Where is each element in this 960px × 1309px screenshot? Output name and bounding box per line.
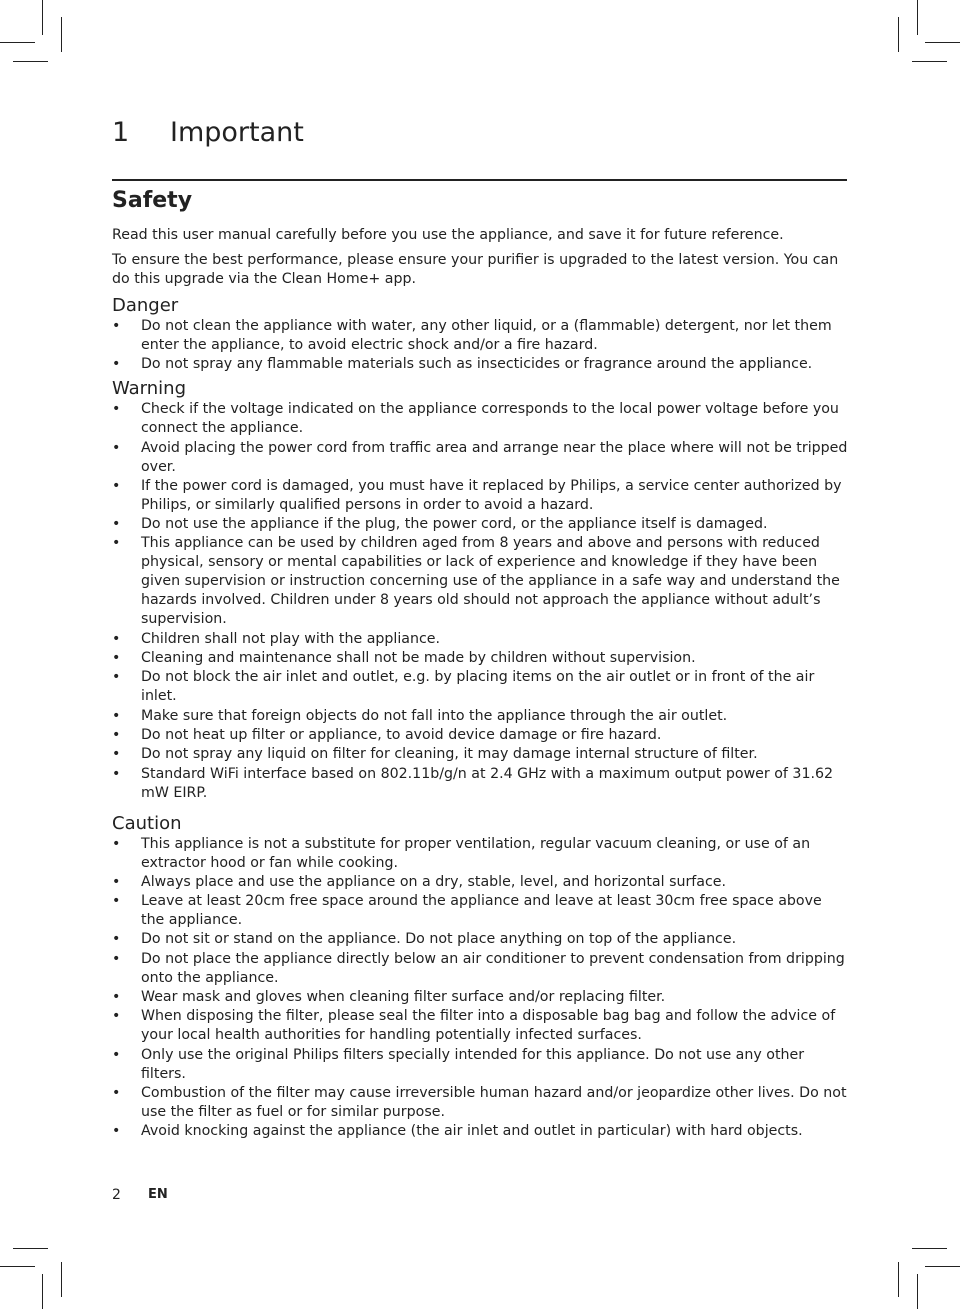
list-item-text: Do not spray any liquid on filter for cleaning, it may damage internal structure of filter. <box>141 746 758 763</box>
list-item-text: Combustion of the filter may cause irreversible human hazard and/or jeopardize other lives. Do not use the filter as fuel or for similar purpose. <box>141 1084 847 1120</box>
section-title: Safety <box>112 188 193 213</box>
list-item <box>112 1007 848 1045</box>
heading-rule <box>112 179 847 181</box>
bullet-icon: • <box>112 1008 121 1025</box>
caution-list <box>112 835 848 1142</box>
list-item-text: Do not place the appliance directly below an air conditioner to prevent condensation from dripping onto the appliance. <box>141 950 845 986</box>
list-item <box>112 400 848 438</box>
bullet-icon: • <box>112 669 121 686</box>
list-item-text: Only use the original Philips filters specially intended for this appliance. Do not use any other filters. <box>141 1046 805 1082</box>
list-item-text: This appliance can be used by children aged from 8 years and above and persons with reduced physical, sensory or mental capabilities or lack of experience and knowledge if they have been given supervision or instruction concerning use of the appliance in a safe way and understand the hazards involved. Children under 8 years old should not approach the appliance without adult’s supervision. <box>141 535 840 628</box>
list-item-text: Always place and use the appliance on a dry, stable, level, and horizontal surface. <box>141 873 727 890</box>
bullet-icon: • <box>112 765 121 782</box>
list-item <box>112 355 848 374</box>
list-item-text: Avoid placing the power cord from traffic area and arrange near the place where will not be tripped over. <box>141 439 848 475</box>
bullet-icon: • <box>112 630 121 647</box>
intro-paragraph: Read this user manual carefully before you use the appliance, and save it for future reference. <box>112 227 784 243</box>
warning-list <box>112 400 848 802</box>
list-item <box>112 534 848 629</box>
page-content <box>112 186 848 1143</box>
crop-mark <box>42 0 43 35</box>
list-item <box>112 745 848 764</box>
caution-heading: Caution <box>112 812 182 834</box>
warning-heading: Warning <box>112 378 187 400</box>
list-item-text: Leave at least 20cm free space around the appliance and leave at least 30cm free space above the appliance. <box>141 893 822 929</box>
list-item <box>112 930 848 949</box>
list-item-text: Wear mask and gloves when cleaning filter surface and/or replacing filter. <box>141 989 666 1006</box>
crop-mark <box>61 17 62 52</box>
bullet-icon: • <box>112 1084 121 1101</box>
list-item-text: Do not clean the appliance with water, any other liquid, or a (flammable) detergent, nor let them enter the appliance, to avoid electric shock and/or a fire hazard. <box>141 318 832 353</box>
bullet-icon: • <box>112 726 121 743</box>
crop-mark <box>917 1274 918 1309</box>
list-item-text: Check if the voltage indicated on the appliance corresponds to the local power voltage before you connect the appliance. <box>141 401 839 437</box>
list-item <box>112 950 848 988</box>
list-item <box>112 1084 848 1122</box>
bullet-icon: • <box>112 707 121 724</box>
bullet-icon: • <box>112 401 121 418</box>
list-item-text: When disposing the filter, please seal the filter into a disposable bag bag and follow the advice of your local health authorities for handling potentially infected surfaces. <box>141 1008 836 1044</box>
list-item <box>112 707 848 726</box>
list-item <box>112 630 848 649</box>
crop-mark <box>898 17 899 52</box>
list-item-text: Do not use the appliance if the plug, the power cord, or the appliance itself is damaged. <box>141 516 768 533</box>
bullet-icon: • <box>112 746 121 763</box>
danger-list <box>112 317 848 374</box>
bullet-icon: • <box>112 893 121 910</box>
list-item-text: This appliance is not a substitute for proper ventilation, regular vacuum cleaning, or use of an extractor hood or fan while cooking. <box>141 835 811 871</box>
list-item-text: Do not sit or stand on the appliance. Do not place anything on top of the appliance. <box>141 931 737 948</box>
list-item-text: Do not block the air inlet and outlet, e.g. by placing items on the air outlet or in front of the air inlet. <box>141 669 815 705</box>
list-item <box>112 439 848 477</box>
list-item <box>112 477 848 515</box>
bullet-icon: • <box>112 950 121 967</box>
crop-mark <box>13 1248 48 1249</box>
bullet-icon: • <box>112 477 121 494</box>
list-item <box>112 892 848 930</box>
list-item <box>112 873 848 892</box>
bullet-icon: • <box>112 516 121 533</box>
bullet-icon: • <box>112 989 121 1006</box>
bullet-icon: • <box>112 1123 121 1140</box>
crop-mark <box>0 1266 35 1267</box>
crop-mark <box>42 1274 43 1309</box>
list-item-text: Standard WiFi interface based on 802.11b/g/n at 2.4 GHz with a maximum output power of 31.62 mW EIRP. <box>141 765 834 801</box>
crop-mark <box>912 1248 947 1249</box>
page-footer <box>112 1187 168 1203</box>
bullet-icon: • <box>112 835 121 852</box>
list-item <box>112 649 848 668</box>
list-item-text: Do not spray any flammable materials such as insecticides or fragrance around the appliance. <box>141 356 813 373</box>
crop-mark <box>0 42 35 43</box>
bullet-icon: • <box>112 931 121 948</box>
crop-mark <box>912 61 947 62</box>
list-item <box>112 1046 848 1084</box>
list-item-text: Avoid knocking against the appliance (the air inlet and outlet in particular) with hard objects. <box>141 1123 803 1140</box>
chapter-number: 1 <box>112 117 130 148</box>
crop-mark <box>925 1266 960 1267</box>
page-number: 2 <box>112 1187 121 1203</box>
list-item <box>112 668 848 706</box>
list-item-text: Cleaning and maintenance shall not be made by children without supervision. <box>141 650 696 667</box>
list-item <box>112 317 848 355</box>
list-item-text: Make sure that foreign objects do not fall into the appliance through the air outlet. <box>141 707 728 724</box>
crop-mark <box>898 1262 899 1297</box>
list-item <box>112 988 848 1007</box>
chapter-heading <box>112 117 304 148</box>
list-item <box>112 835 848 873</box>
bullet-icon: • <box>112 318 121 334</box>
intro-paragraph: To ensure the best performance, please ensure your purifier is upgraded to the latest version. You can do this upgrade via the Clean Home+ app. <box>112 252 839 287</box>
list-item <box>112 726 848 745</box>
list-item <box>112 515 848 534</box>
list-item-text: If the power cord is damaged, you must have it replaced by Philips, a service center authorized by Philips, or similarly qualified persons in order to avoid a hazard. <box>141 477 842 513</box>
bullet-icon: • <box>112 650 121 667</box>
crop-mark <box>925 42 960 43</box>
chapter-title: Important <box>170 117 304 148</box>
bullet-icon: • <box>112 873 121 890</box>
list-item-text: Do not heat up filter or appliance, to avoid device damage or fire hazard. <box>141 726 662 743</box>
language-code: EN <box>148 1187 168 1202</box>
bullet-icon: • <box>112 439 121 456</box>
list-item <box>112 1122 848 1141</box>
bullet-icon: • <box>112 1046 121 1063</box>
list-item <box>112 765 848 803</box>
crop-mark <box>13 61 48 62</box>
bullet-icon: • <box>112 535 121 552</box>
crop-mark <box>61 1262 62 1297</box>
danger-heading: Danger <box>112 295 179 316</box>
list-item-text: Children shall not play with the appliance. <box>141 630 441 647</box>
bullet-icon: • <box>112 356 121 373</box>
crop-mark <box>917 0 918 35</box>
